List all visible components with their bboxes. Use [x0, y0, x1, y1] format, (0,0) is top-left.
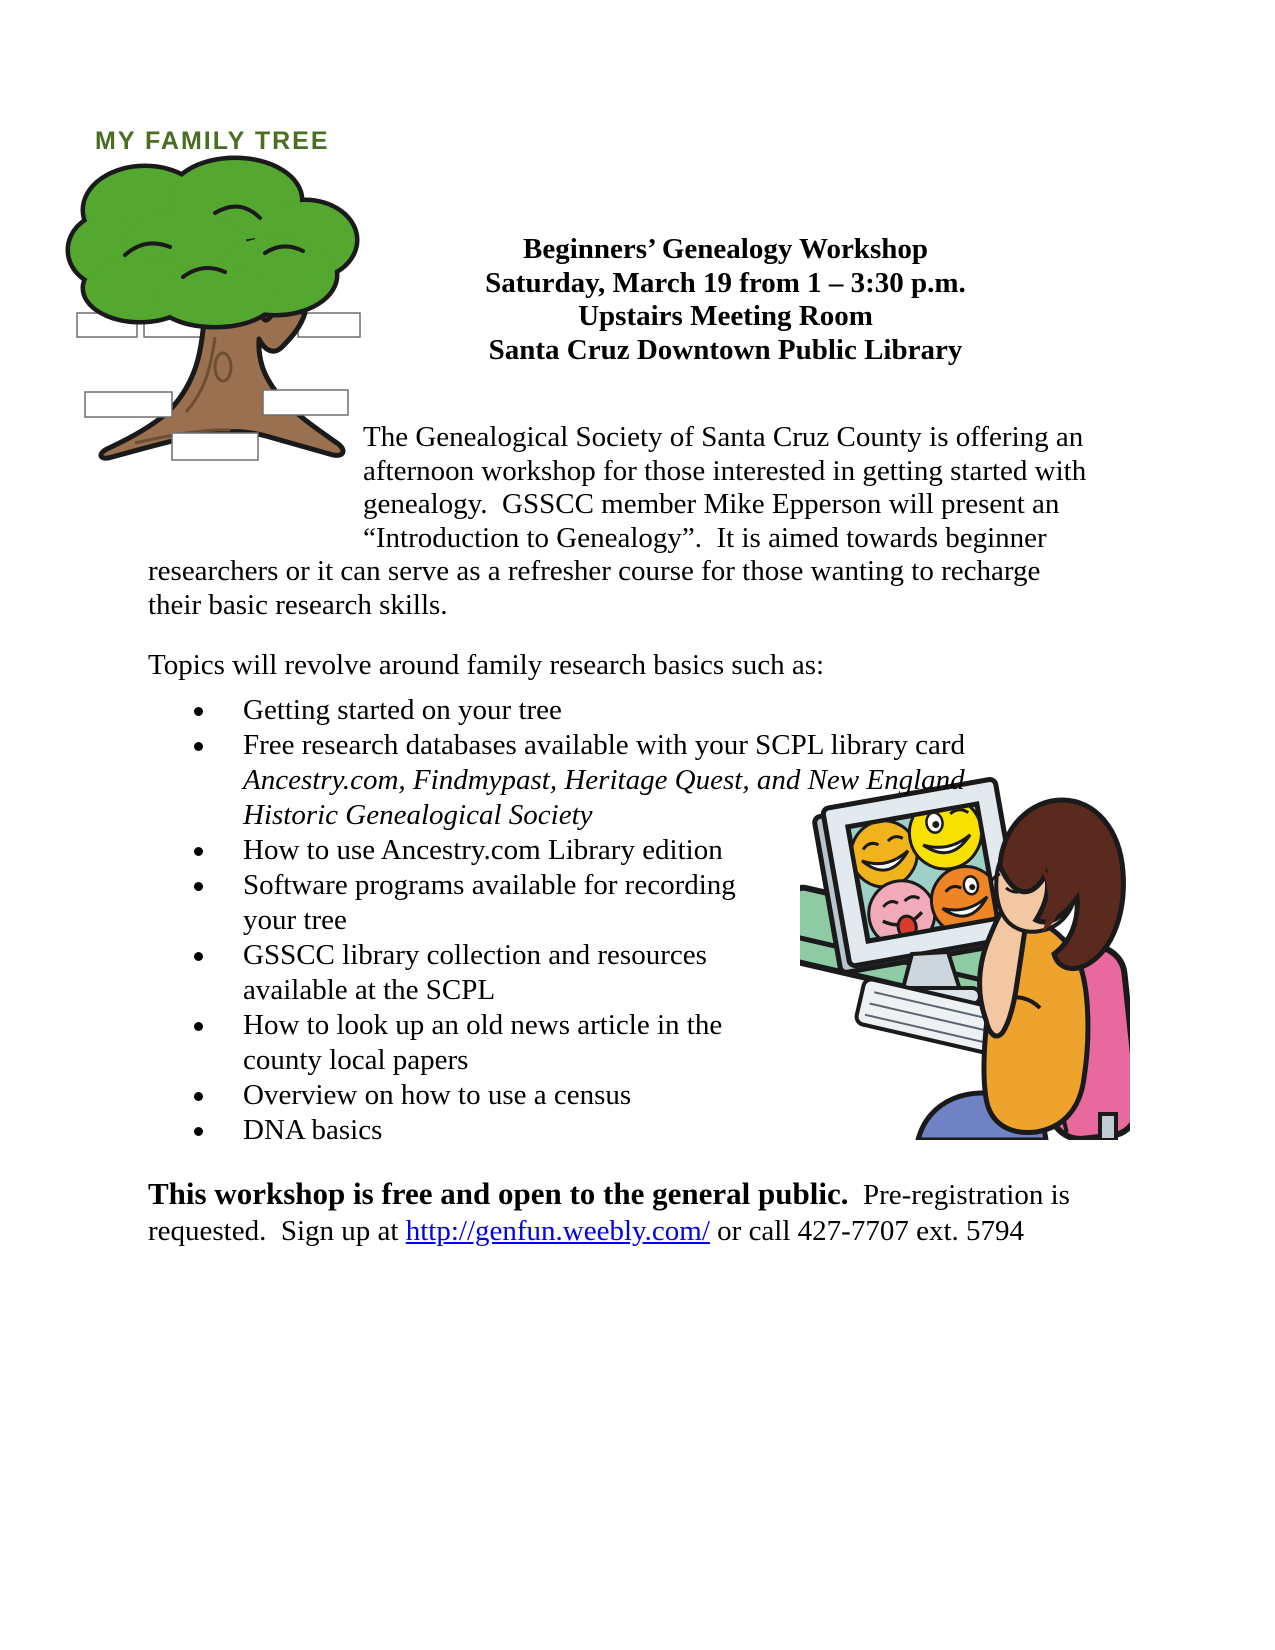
tree-text-wrap-spacer — [148, 233, 363, 524]
event-title: Beginners’ Genealogy Workshop — [523, 233, 928, 265]
topic-text: How to use Ancestry.com Library edition — [243, 833, 723, 866]
event-room: Upstairs Meeting Room — [578, 300, 873, 332]
topic-detail: Ancestry.com, Findmypast, Heritage Quest, and New England Historic Genealogical Society — [243, 763, 965, 831]
flyer-body — [148, 233, 1094, 1249]
topics-list — [148, 693, 1088, 1148]
topic-text: Overview on how to use a census — [243, 1078, 632, 1111]
my-family-tree-logo-text: MY FAMILY TREE — [95, 127, 330, 155]
event-datetime: Saturday, March 19 from 1 – 3:30 p.m. — [485, 266, 966, 299]
topic-item — [148, 1008, 757, 1078]
topic-text: Getting started on your tree — [243, 693, 562, 726]
topic-text: Free research databases available with your SCPL library card — [243, 728, 966, 761]
preregistration-text: Pre-registration is requested. Sign up at — [148, 1178, 1078, 1247]
registration-paragraph — [148, 1176, 1088, 1249]
topic-text: Software programs available for recording your tree — [243, 868, 736, 936]
topic-item — [148, 693, 1088, 728]
topic-item — [148, 728, 1088, 833]
intro-paragraph: The Genealogical Society of Santa Cruz County is offering an afternoon workshop for those interested in getting started with genealogy. GSSCC member Mike Epperson will present an “Introduction to Genealogy”. It is aimed towards beginner researchers or it can serve as a refresher course for those wanting to recharge their basic research skills. — [148, 421, 1094, 621]
signup-link[interactable]: http://genfun.weebly.com/ — [405, 1214, 710, 1247]
topic-item — [148, 938, 757, 1008]
topic-item — [148, 1113, 757, 1148]
phone-text: or call 427-7707 ext. 5794 — [709, 1214, 1025, 1247]
topic-item — [148, 833, 757, 868]
free-workshop-statement: This workshop is free and open to the general public. — [148, 1175, 849, 1211]
topic-text: How to look up an old news article in the county local papers — [243, 1008, 723, 1076]
topics-heading: Topics will revolve around family research basics such as: — [148, 649, 825, 681]
topic-text: DNA basics — [243, 1113, 383, 1146]
topic-item — [148, 1078, 757, 1113]
topic-item — [148, 868, 757, 938]
topic-text: GSSCC library collection and resources available at the SCPL — [243, 938, 707, 1006]
event-location: Santa Cruz Downtown Public Library — [488, 333, 963, 366]
